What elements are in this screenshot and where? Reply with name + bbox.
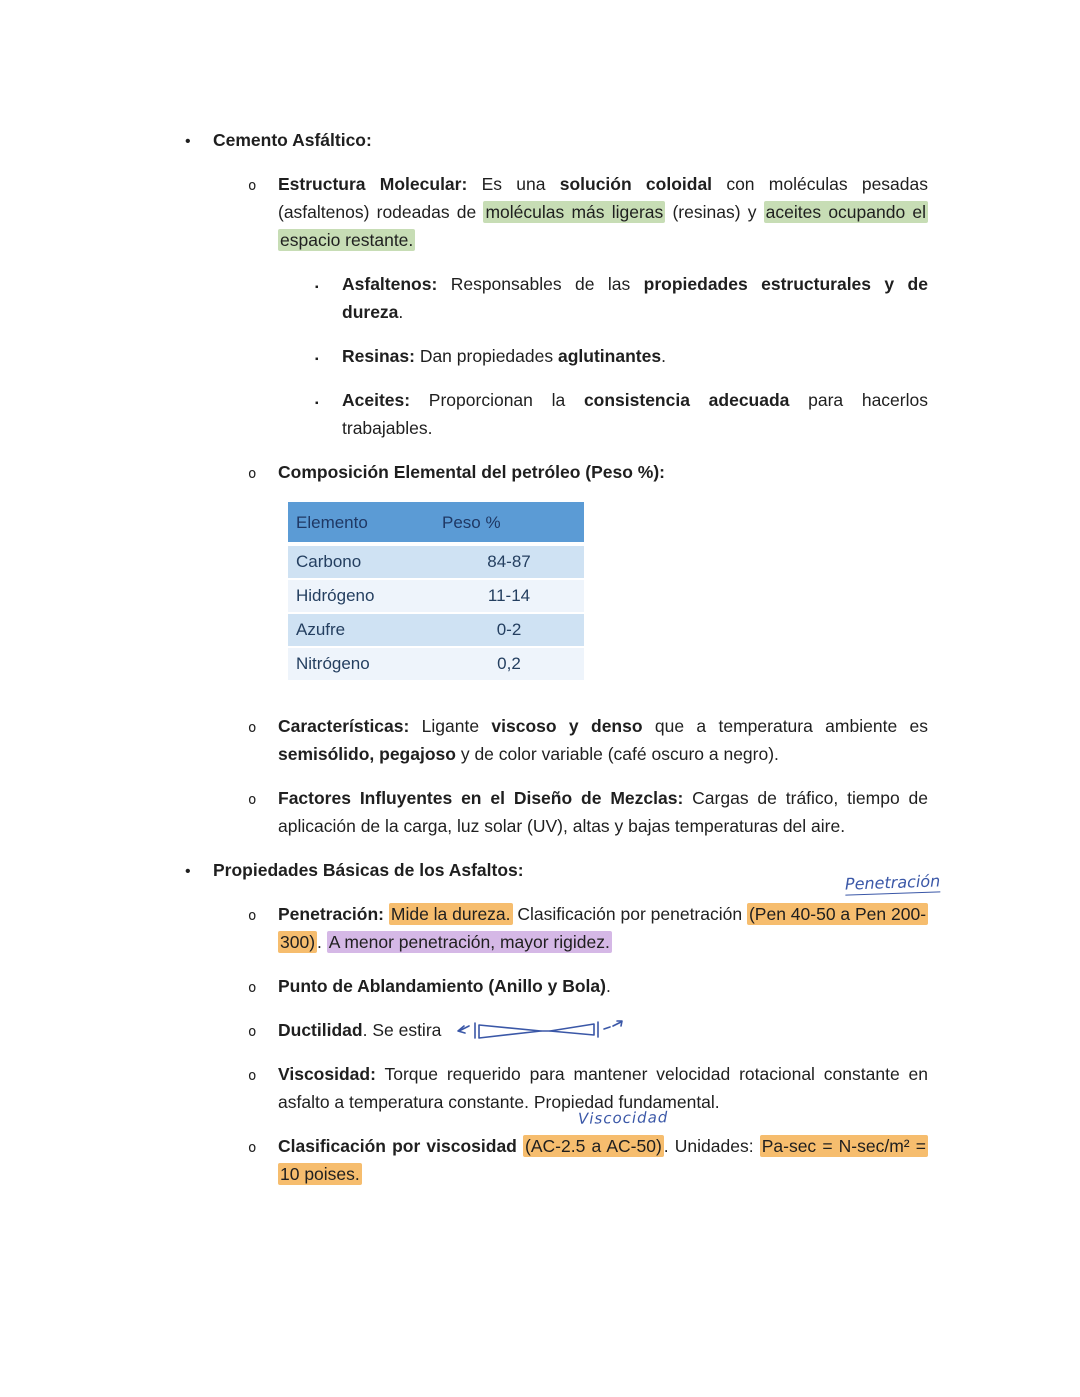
list-item-text [278,976,611,996]
text-segment: Cemento Asfáltico: [213,130,372,150]
text-segment: solución coloidal [559,174,713,194]
list-item-cemento-asfaltico [185,126,928,154]
highlighted-text: A menor penetración, mayor rigidez. [328,932,610,952]
bullet-marker: o [248,908,257,924]
bullet-marker: ▪ [315,398,319,409]
list-item-factores-influyentes [248,784,928,840]
text-segment: Ligante [409,716,492,736]
list-item-text [278,1064,928,1112]
table-cell: Carbono [288,544,434,579]
text-segment: para hacerlos trabajables. [342,390,928,438]
list-item-clasificacion-viscosidad [248,1108,928,1188]
table-header-cell: Peso % [434,502,584,544]
ductility-stretch-sketch-icon [454,1018,624,1044]
list-item-text [213,860,524,880]
text-segment: Torque requerido para mantener velocidad rotacional constante en asfalto a temperatura constante. Propiedad fundamental. [278,1064,928,1113]
list-item-ductilidad [248,1016,928,1044]
text-segment: Factores Influyentes en el Diseño de Mezclas: [278,788,684,808]
list-item-text [278,1135,928,1185]
table-header-row [288,502,584,544]
text-segment: Propiedades Básicas de los Asfaltos: [213,860,524,880]
bullet-marker: • [185,133,191,150]
text-segment: Características: [278,716,410,736]
bullet-marker: o [248,466,257,482]
list-item-text [342,390,928,438]
bullet-marker: • [185,863,191,880]
highlighted-text: (AC-2.5 a AC-50) [525,1136,662,1157]
list-item-asfaltenos [315,270,928,326]
text-segment: . [398,302,404,322]
text-segment: . [661,346,666,366]
text-segment: Punto de Ablandamiento (Anillo y Bola) [278,976,606,996]
text-segment: . Unidades: [663,1136,760,1157]
text-segment: y de color variable (café oscuro a negro). [455,744,779,764]
highlighted-text: Mide la dureza. [390,904,511,924]
bullet-marker: o [248,792,257,808]
text-segment: aglutinantes [557,346,662,366]
list-item-penetracion [248,871,941,956]
list-item-resinas [315,342,928,370]
highlighted-text: (Pen 40-50 a Pen 200-300) [280,904,927,952]
table-cell: 84-87 [434,544,584,579]
text-segment: con moléculas pesadas (asfaltenos) rodeadas de [278,174,929,222]
text-segment: Penetración: [278,904,384,924]
text-segment: Responsables de las [437,274,644,294]
list-item-text [342,274,928,322]
list-item-text [278,788,928,836]
table-cell: 0,2 [434,647,584,681]
highlighted-text: aceites ocupando el espacio restante. [280,202,927,250]
list-item-propiedades-basicas [185,856,928,884]
handwritten-note-penetracion: Penetración [844,871,941,894]
table-cell: Azufre [288,613,434,647]
table-row [288,647,584,681]
list-item-text [342,346,666,366]
table-cell: 0-2 [434,613,584,647]
bullet-marker: o [248,720,257,736]
text-segment: Proporcionan la [410,390,584,410]
text-segment: . Se estira [362,1020,447,1040]
bullet-marker: o [248,980,257,996]
list-item-text [213,130,372,150]
bullet-marker: ▪ [315,282,319,293]
table-cell: Hidrógeno [288,579,434,613]
text-segment: viscoso y denso [491,716,643,736]
text-segment: propiedades estructurales y de dureza [342,274,928,322]
text-segment: Viscosidad: [278,1064,376,1085]
list-item-estructura-molecular [248,170,928,254]
bullet-marker: o [248,178,257,194]
bullet-marker: o [248,1068,257,1085]
text-segment: . [317,932,327,952]
elemental-composition-table [288,502,584,682]
text-segment: . [605,976,611,996]
text-segment: consistencia adecuada [583,390,790,410]
text-segment: Es una [467,174,560,194]
text-segment: Dan propiedades [414,346,558,366]
bullet-marker: ▪ [315,354,319,365]
highlighted-text: Pa-sec = N-sec/m² = 10 poises. [280,1136,926,1185]
table-header-cell: Elemento [288,502,434,544]
text-segment: semisólido, pegajoso [278,744,456,764]
list-item-text [278,1020,446,1040]
bullet-marker: o [248,1024,257,1040]
list-item-viscosidad [248,1060,928,1116]
text-segment: que a temperatura ambiente es [642,716,928,736]
list-item-text [278,462,665,482]
table-row [288,544,584,579]
list-item-text [278,903,928,953]
text-segment: Resinas: [342,346,415,366]
list-item-punto-ablandamiento [248,972,928,1000]
composition-table [288,502,1080,682]
text-segment: Asfaltenos: [342,274,438,294]
text-segment: (resinas) y [665,202,764,222]
list-item-aceites [315,386,928,442]
table-cell: Nitrógeno [288,647,434,681]
handwritten-note-viscosidad: Viscocidad [577,1108,669,1129]
table-cell: 11-14 [434,579,584,613]
list-item-composicion-elemental [248,458,928,486]
text-segment: Clasificación por viscosidad [278,1136,517,1157]
list-item-caracteristicas [248,712,928,768]
highlighted-text: moléculas más ligeras [485,202,664,222]
bullet-marker: o [248,1140,257,1157]
table-row [288,579,584,613]
list-item-text [278,716,928,764]
text-segment: Clasificación por penetración [512,904,747,924]
text-segment: Composición Elemental del petróleo (Peso %): [278,462,666,482]
table-row [288,613,584,647]
list-item-text [278,174,928,251]
text-segment: Estructura Molecular: [278,174,468,194]
text-segment: Aceites: [342,390,411,410]
text-segment: Ductilidad [278,1020,363,1040]
text-segment: Cargas de tráfico, tiempo de aplicación de la carga, luz solar (UV), altas y bajas temperaturas del aire. [278,788,929,836]
